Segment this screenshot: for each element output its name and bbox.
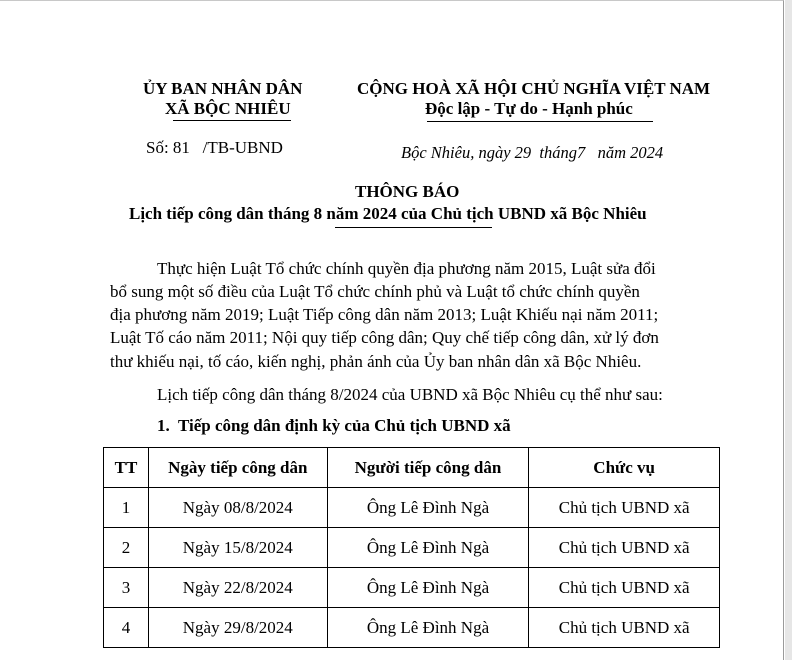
table-cell: Ngày 08/8/2024 (148, 488, 327, 528)
table-cell: Ngày 15/8/2024 (148, 528, 327, 568)
schedule-table (103, 447, 720, 648)
table-cell: 3 (104, 568, 149, 608)
table-cell: 4 (104, 608, 149, 648)
motto-underline (427, 121, 653, 122)
table-row (104, 528, 720, 568)
org-underline (173, 120, 291, 121)
column-header: Chức vụ (529, 448, 720, 488)
subtitle-underline (335, 227, 492, 228)
table-cell: 2 (104, 528, 149, 568)
section-heading: 1. Tiếp công dân định kỳ của Chủ tịch UBND xã (157, 416, 511, 435)
scrollbar-track[interactable] (785, 0, 792, 660)
document-title: THÔNG BÁO (355, 182, 460, 201)
document-number: Số: 81 /TB-UBND (146, 138, 283, 157)
table-cell: Ông Lê Đình Ngà (327, 488, 529, 528)
paragraph-line: thư khiếu nại, tố cáo, kiến nghị, phản ánh của Ủy ban nhân dân xã Bộc Nhiêu. (110, 352, 642, 371)
table-header-row (104, 448, 720, 488)
table-cell: Ông Lê Đình Ngà (327, 608, 529, 648)
table-cell: Chủ tịch UBND xã (529, 488, 720, 528)
issuing-org-line2: XÃ BỘC NHIÊU (165, 99, 291, 118)
intro-line: Lịch tiếp công dân tháng 8/2024 của UBND xã Bộc Nhiêu cụ thể như sau: (157, 385, 663, 404)
column-header: Người tiếp công dân (327, 448, 529, 488)
table-cell: Chủ tịch UBND xã (529, 528, 720, 568)
table-row (104, 608, 720, 648)
table-cell: Ngày 22/8/2024 (148, 568, 327, 608)
table-cell: Ông Lê Đình Ngà (327, 528, 529, 568)
paragraph-line: Luật Tố cáo năm 2011; Nội quy tiếp công dân; Quy chế tiếp công dân, xử lý đơn (110, 328, 659, 347)
document-subtitle: Lịch tiếp công dân tháng 8 năm 2024 của Chủ tịch UBND xã Bộc Nhiêu (129, 204, 647, 223)
national-title: CỘNG HOÀ XÃ HỘI CHỦ NGHĨA VIỆT NAM (357, 79, 711, 98)
table-cell: Ông Lê Đình Ngà (327, 568, 529, 608)
table-row (104, 488, 720, 528)
table-cell: Ngày 29/8/2024 (148, 608, 327, 648)
table-row (104, 568, 720, 608)
column-header: Ngày tiếp công dân (148, 448, 327, 488)
table-cell: Chủ tịch UBND xã (529, 608, 720, 648)
paragraph-line: bổ sung một số điều của Luật Tổ chức chính phủ và Luật tổ chức chính quyền (110, 282, 640, 301)
paragraph-line: địa phương năm 2019; Luật Tiếp công dân năm 2013; Luật Khiếu nại năm 2011; (110, 305, 659, 324)
column-header: TT (104, 448, 149, 488)
table-cell: 1 (104, 488, 149, 528)
document-date: Bộc Nhiêu, ngày 29 tháng7 năm 2024 (401, 143, 664, 162)
national-motto: Độc lập - Tự do - Hạnh phúc (425, 99, 633, 118)
issuing-org-line1: ỦY BAN NHÂN DÂN (143, 79, 303, 98)
table-cell: Chủ tịch UBND xã (529, 568, 720, 608)
paragraph-line: Thực hiện Luật Tổ chức chính quyền địa phương năm 2015, Luật sửa đổi (157, 259, 656, 278)
